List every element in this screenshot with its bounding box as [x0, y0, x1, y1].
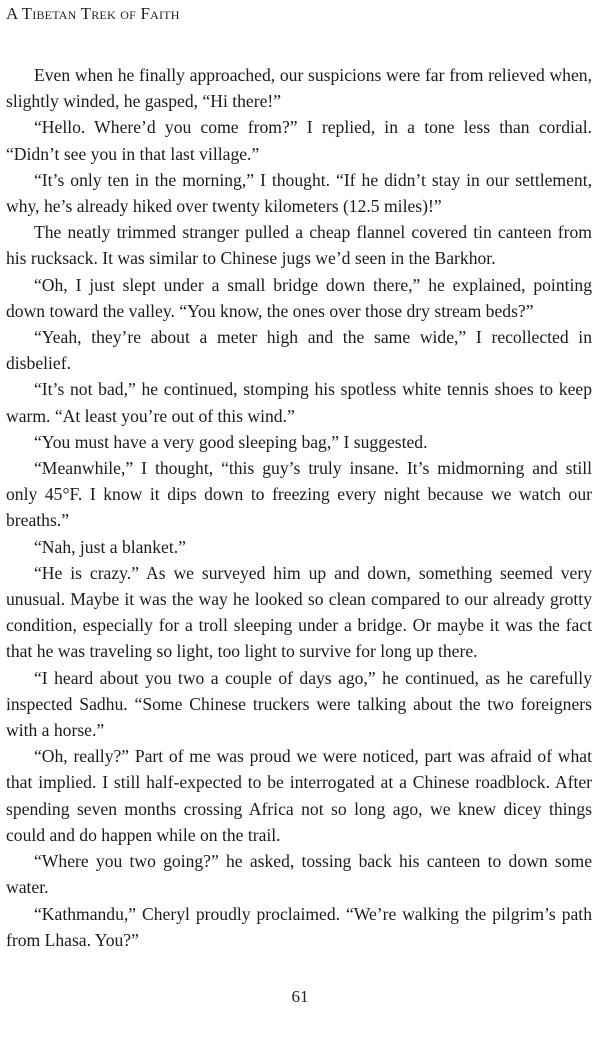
page-number: 61 [291, 987, 309, 1006]
paragraph: “Where you two going?” he asked, tossing back his canteen to down some water. [6, 851, 592, 898]
paragraph: “You must have a very good sleeping bag,” I suggested. [34, 431, 428, 452]
paragraph: “Nah, just a blanket.” [34, 536, 186, 557]
paragraph: “It’s only ten in the morning,” I thought. “If he didn’t stay in our settlement, why, he’s already hiked over twenty kilometers (12.5 miles)!” [6, 169, 592, 217]
body-text [6, 62, 592, 953]
paragraph: Even when he finally approached, our suspicions were far from relieved when, slightly winded, he gasped, “Hi there!” [6, 65, 592, 112]
paragraph: “I heard about you two a couple of days ago,” he continued, as he carefully inspected Sadhu. “Some Chinese truckers were talking about the two foreigners with a horse.” [6, 667, 592, 741]
paragraph: “It’s not bad,” he continued, stomping his spotless white tennis shoes to keep warm. “At least you’re out of this wind.” [6, 379, 592, 426]
paragraph: “Yeah, they’re about a meter high and the same wide,” I recollected in disbelief. [6, 327, 592, 374]
paragraph: The neatly trimmed stranger pulled a cheap flannel covered tin canteen from his rucksack. It was similar to Chinese jugs we’d seen in the Barkhor. [6, 222, 592, 269]
running-head-title: A Tibetan Trek of Faith [6, 4, 180, 23]
paragraph: “Kathmandu,” Cheryl proudly proclaimed. “We’re walking the pilgrim’s path from Lhasa. You?” [6, 903, 592, 950]
paragraph: “Meanwhile,” I thought, “this guy’s truly insane. It’s midmorning and still only 45°F. I know it dips down to freezing every night because we watch our breaths.” [6, 458, 592, 531]
paragraph: “Hello. Where’d you come from?” I replied, in a tone less than cordial. “Didn’t see you in that last village.” [6, 117, 592, 164]
paragraph: “Oh, I just slept under a small bridge down there,” he explained, pointing down toward the valley. “You know, the ones over those dry stream beds?” [6, 274, 592, 321]
paragraph: “He is crazy.” As we surveyed him up and down, something seemed very unusual. Maybe it was the way he looked so clean compared to our already grotty condition, especially for a troll sleeping under a bridge. Or maybe it was the fact that he was traveling so light, too light to survive for long up there. [6, 562, 592, 662]
paragraph: “Oh, really?” Part of me was proud we were noticed, part was afraid of what that implied. I still half-expected to be interrogated at a Chinese roadblock. After spending seven months crossing Africa not so long ago, we knew dicey things could and do happen while on the trail. [6, 746, 592, 845]
